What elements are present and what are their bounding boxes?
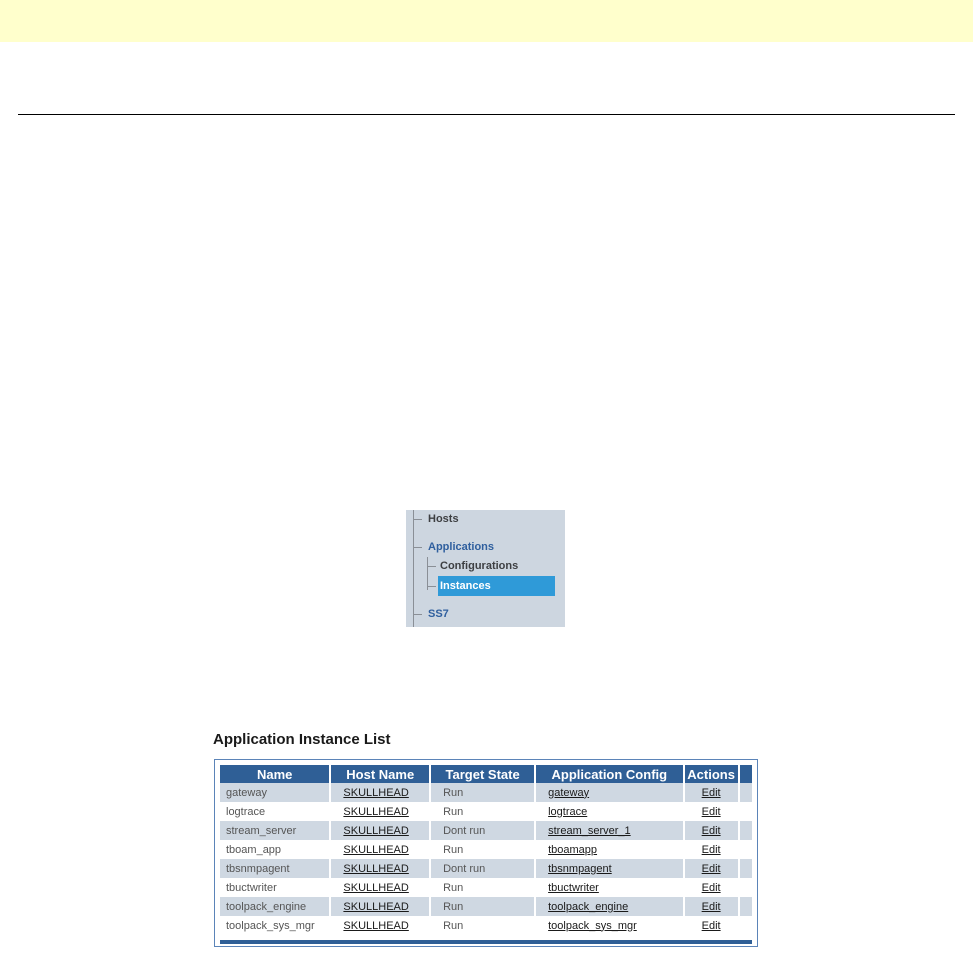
table-header-row — [220, 765, 752, 783]
nav-item-applications[interactable] — [428, 541, 494, 553]
cell-host — [331, 821, 431, 840]
table-row — [220, 878, 752, 897]
host-link[interactable]: SKULLHEAD — [343, 786, 409, 799]
cell-host — [331, 783, 431, 802]
cell-action — [685, 897, 740, 916]
column-header-state[interactable]: Target State — [431, 765, 536, 783]
cell-state: Dont run — [431, 859, 536, 878]
cell-name: toolpack_sys_mgr — [220, 916, 331, 935]
nav-item-label: Applications — [428, 541, 495, 553]
list-title: Application Instance List — [213, 731, 391, 748]
table-footer-bar — [220, 940, 752, 944]
cell-name: gateway — [220, 783, 331, 802]
cell-state: Dont run — [431, 821, 536, 840]
nav-item-label: SS7 — [428, 608, 449, 620]
cell-config — [536, 878, 684, 897]
cell-state: Run — [431, 783, 536, 802]
header-rule — [18, 114, 955, 115]
cell-action — [685, 916, 740, 935]
cell-name: logtrace — [220, 802, 331, 821]
cell-pad — [740, 878, 752, 897]
cell-pad — [740, 916, 752, 935]
nav-item-label: Instances — [440, 580, 491, 592]
cell-host — [331, 840, 431, 859]
cell-pad — [740, 802, 752, 821]
cell-config — [536, 916, 684, 935]
host-link[interactable]: SKULLHEAD — [343, 805, 409, 818]
cell-action — [685, 840, 740, 859]
host-link[interactable]: SKULLHEAD — [343, 824, 409, 837]
cell-host — [331, 897, 431, 916]
host-link[interactable]: SKULLHEAD — [343, 919, 409, 932]
edit-link[interactable]: Edit — [701, 862, 721, 875]
host-link[interactable]: SKULLHEAD — [343, 881, 409, 894]
table-row — [220, 802, 752, 821]
column-header-pad — [740, 765, 752, 783]
cell-name: stream_server — [220, 821, 331, 840]
cell-name: tbsnmpagent — [220, 859, 331, 878]
cell-state: Run — [431, 802, 536, 821]
cell-config — [536, 840, 684, 859]
cell-config — [536, 783, 684, 802]
cell-state: Run — [431, 878, 536, 897]
table-row — [220, 916, 752, 935]
edit-link[interactable]: Edit — [701, 786, 721, 799]
cell-name: tboam_app — [220, 840, 331, 859]
cell-pad — [740, 821, 752, 840]
cell-config — [536, 897, 684, 916]
cell-host — [331, 916, 431, 935]
tree-branch — [428, 566, 436, 567]
config-link[interactable]: stream_server_1 — [548, 824, 631, 837]
nav-item-label: Hosts — [428, 513, 459, 525]
column-header-actions: Actions — [685, 765, 740, 783]
cell-action — [685, 783, 740, 802]
table-row — [220, 859, 752, 878]
config-link[interactable]: toolpack_engine — [548, 900, 629, 913]
table-row — [220, 821, 752, 840]
cell-name: tbuctwriter — [220, 878, 331, 897]
app-instance-table — [220, 765, 752, 935]
cell-config — [536, 859, 684, 878]
cell-pad — [740, 859, 752, 878]
tree-connector — [413, 510, 414, 627]
config-link[interactable]: tbsnmpagent — [548, 862, 612, 875]
cell-state: Run — [431, 897, 536, 916]
edit-link[interactable]: Edit — [701, 900, 721, 913]
config-link[interactable]: gateway — [548, 786, 590, 799]
cell-host — [331, 802, 431, 821]
cell-state: Run — [431, 840, 536, 859]
table-row — [220, 840, 752, 859]
column-header-host[interactable]: Host Name — [331, 765, 431, 783]
cell-action — [685, 821, 740, 840]
edit-link[interactable]: Edit — [701, 881, 721, 894]
cell-config — [536, 821, 684, 840]
host-link[interactable]: SKULLHEAD — [343, 843, 409, 856]
tree-branch — [414, 547, 422, 548]
edit-link[interactable]: Edit — [701, 805, 721, 818]
config-link[interactable]: tbuctwriter — [548, 881, 599, 894]
nav-item-ss7[interactable] — [428, 608, 449, 620]
tree-branch — [414, 614, 422, 615]
cell-pad — [740, 897, 752, 916]
edit-link[interactable]: Edit — [701, 843, 721, 856]
nav-tree — [406, 510, 565, 627]
nav-item-hosts[interactable] — [428, 513, 459, 525]
cell-name: toolpack_engine — [220, 897, 331, 916]
cell-host — [331, 878, 431, 897]
tree-branch — [428, 586, 436, 587]
tree-branch — [414, 519, 422, 520]
edit-link[interactable]: Edit — [701, 824, 721, 837]
edit-link[interactable]: Edit — [701, 919, 721, 932]
host-link[interactable]: SKULLHEAD — [343, 862, 409, 875]
top-banner — [0, 0, 973, 42]
nav-item-instances[interactable] — [438, 576, 555, 596]
config-link[interactable]: tboamapp — [548, 843, 598, 856]
table-row — [220, 783, 752, 802]
table-row — [220, 897, 752, 916]
app-instance-list — [214, 759, 758, 947]
host-link[interactable]: SKULLHEAD — [343, 900, 409, 913]
cell-host — [331, 859, 431, 878]
cell-pad — [740, 783, 752, 802]
nav-item-configurations[interactable] — [440, 560, 518, 572]
cell-action — [685, 802, 740, 821]
cell-action — [685, 859, 740, 878]
column-header-name[interactable]: Name — [220, 765, 331, 783]
cell-state: Run — [431, 916, 536, 935]
cell-config — [536, 802, 684, 821]
column-header-config[interactable]: Application Config — [536, 765, 684, 783]
nav-item-label: Configurations — [440, 560, 519, 572]
config-link[interactable]: logtrace — [548, 805, 588, 818]
cell-pad — [740, 840, 752, 859]
config-link[interactable]: toolpack_sys_mgr — [548, 919, 637, 932]
cell-action — [685, 878, 740, 897]
